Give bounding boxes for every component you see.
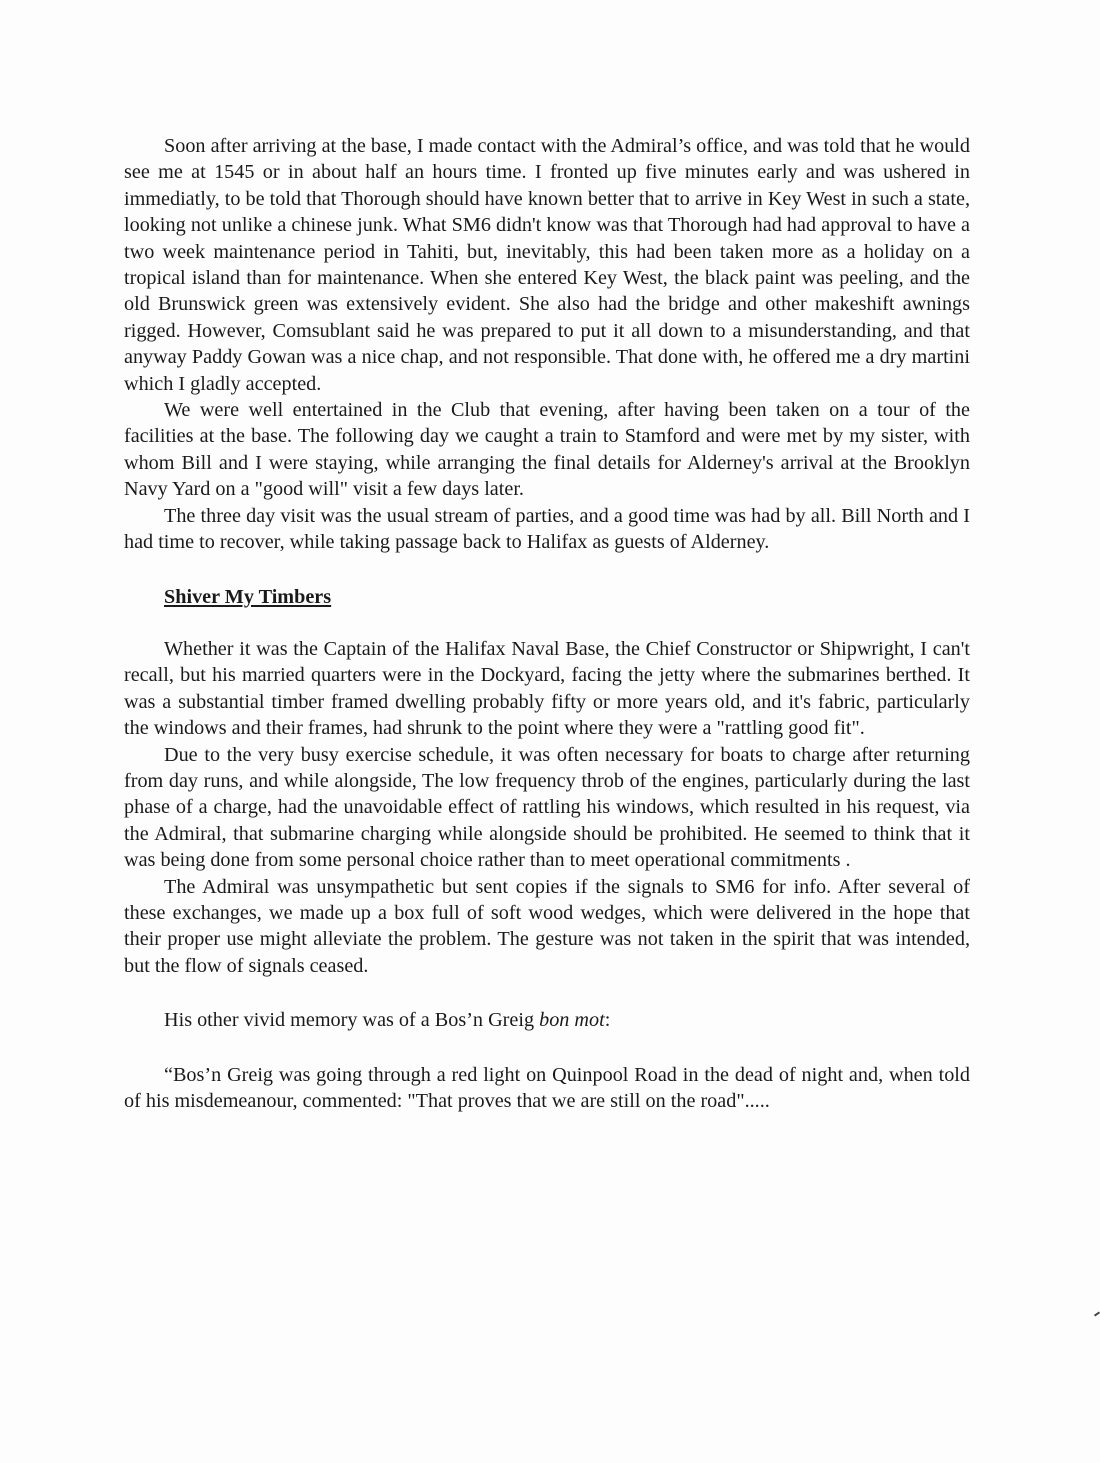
paragraph-admiral-meeting: Soon after arriving at the base, I made contact with the Admiral’s office, and was told that he would see me at 1545 or in about half an hours time. I fronted up five minutes early and was ushered in immediatly, to be told that Thorough should have known better that to arrive in Key West in such a state, looking not unlike a chinese junk. What SM6 didn't know was that Thorough had had approval to have a two week maintenance period in Tahiti, but, inevitably, this had been taken more as a holiday on a tropical island than for maintenance. When she entered Key West, the black paint was peeling, and the old Brunswick green was extensively evident. She also had the bridge and other makeshift awnings rigged. However, Comsublant said he was prepared to put it all down to a misunderstanding, and that anyway Paddy Gowan was a nice chap, and not responsible. That done with, he offered me a dry martini which I gladly accepted. [124, 135, 970, 395]
paragraph-married-quarters: Whether it was the Captain of the Halifax Naval Base, the Chief Constructor or Shipwright, I can't recall, but his married quarters were in the Dockyard, facing the jetty where the submarines berthed. It was a substantial timber framed dwelling probably fifty or more years old, and it's fabric, particularly the windows and their frames, had shrunk to the point where they were a "rattling good fit". [124, 637, 970, 740]
paragraph-club-evening: We were well entertained in the Club that evening, after having been taken on a tour of the facilities at the base. The following day we caught a train to Stamford and were met by my sister, with whom Bill and I were staying, while arranging the final details for Alderney's arrival at the Brooklyn Navy Yard on a "good will" visit a few days later. [124, 399, 970, 501]
memory-intro-italic: bon mot [539, 1009, 605, 1032]
memory-intro-text: His other vivid memory was of a Bos’n Greig [164, 1009, 540, 1032]
scan-mark [1094, 1311, 1100, 1316]
memory-intro-end: : [604, 1009, 611, 1032]
paragraph-charging-schedule: Due to the very busy exercise schedule, it was often necessary for boats to charge after returning from day runs, and while alongside, The low frequency throb of the engines, particularly during the last phase of a charge, had the unavoidable effect of rattling his windows, which resulted in his request, via the Admiral, that submarine charging while alongside should be prohibited. He seemed to think that it was being done from some personal choice rather than to meet operational commitments . [124, 743, 970, 872]
paragraph-three-day-visit: The three day visit was the usual stream of parties, and a good time was had by all. Bill North and I had time to recover, while taking passage back to Halifax as guests of Alderney. [124, 504, 970, 554]
paragraph-memory-intro [124, 1007, 970, 1033]
document-body [124, 133, 970, 1114]
paragraph-quote: “Bos’n Greig was going through a red light on Quinpool Road in the dead of night and, when told of his misdemeanour, commented: "That proves that we are still on the road"..... [124, 1063, 970, 1112]
section-heading: Shiver My Timbers [164, 585, 332, 608]
paragraph-wedges: The Admiral was unsympathetic but sent copies if the signals to SM6 for info. After several of these exchanges, we made up a box full of soft wood wedges, which were delivered in the hope that their proper use might alleviate the problem. The gesture was not taken in the spirit that was intended, but the flow of signals ceased. [124, 875, 970, 977]
